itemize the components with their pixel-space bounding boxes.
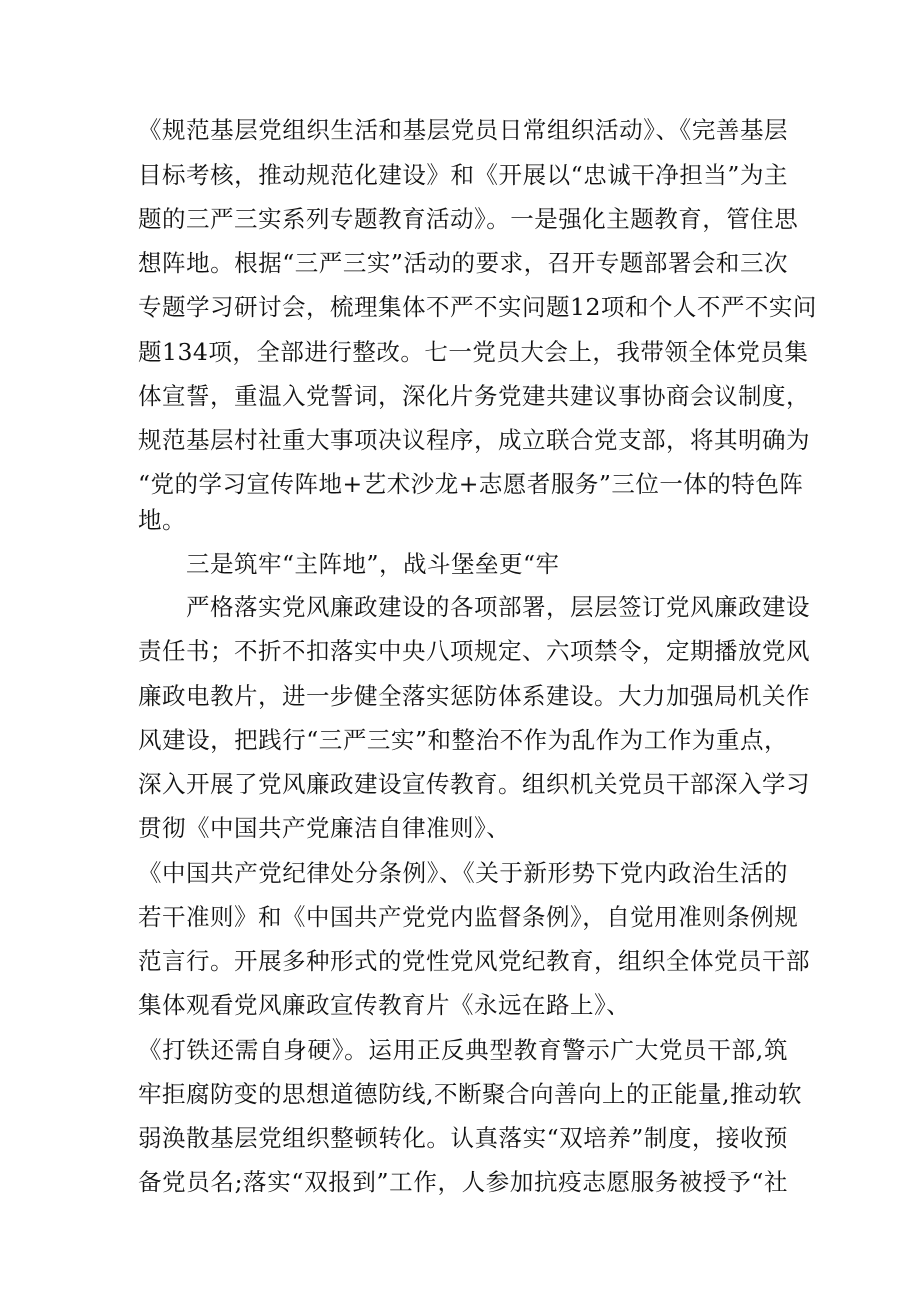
text-line-8: 规范基层村社重大事项决议程序，成立联合党支部，将其明确为 [138, 426, 810, 454]
text-line-5: 专题学习研讨会，梳理集体不严不实问题12项和个人不严不实问 [138, 293, 817, 321]
text-line-18: 《中国共产党纪律处分条例》、《关于新形势下党内政治生活的 [138, 859, 788, 887]
text-line-12: 严格落实党风廉政建设的各项部署，层层签订党风廉政建设 [186, 593, 810, 621]
text-line-1: 《规范基层党组织生活和基层党员日常组织活动》、《完善基层 [138, 116, 788, 144]
text-line-14: 廉政电教片，进一步健全落实惩防体系建设。大力加强局机关作 [138, 682, 810, 710]
text-line-9: “党的学习宣传阵地+艺术沙龙+志愿者服务”三位一体的特色阵 [138, 470, 804, 498]
text-line-6: 题134项，全部进行整改。七一党员大会上，我带领全体党员集 [138, 338, 809, 366]
text-line-25: 备党员名;落实“双报到”工作，人参加抗疫志愿服务被授予“社 [138, 1168, 788, 1196]
text-line-19: 若干准则》和《中国共产党党内监督条例》，自觉用准则条例规 [138, 903, 799, 931]
text-line-10: 地。 [138, 506, 186, 534]
text-line-2: 目标考核，推动规范化建设》和《开展以“忠诚干净担当”为主 [138, 161, 788, 189]
text-line-22: 《打铁还需自身硬》。运用正反典型教育警示广大党员干部,筑 [138, 1036, 788, 1064]
text-line-13: 责任书；不折不扣落实中央八项规定、六项禁令，定期播放党风 [138, 637, 810, 665]
text-line-16: 深入开展了党风廉政建设宣传教育。组织机关党员干部深入学习 [138, 770, 810, 798]
text-line-20: 范言行。开展多种形式的党性党风党纪教育，组织全体党员干部 [138, 947, 810, 975]
text-line-23: 牢拒腐防变的思想道德防线,不断聚合向善向上的正能量,推动软 [138, 1080, 802, 1108]
text-line-15: 风建设，把践行“三严三实”和整治不作为乱作为工作为重点， [138, 726, 788, 754]
text-line-17: 贯彻《中国共产党廉洁自律准则》、 [138, 814, 511, 842]
text-line-24: 弱涣散基层党组织整顿转化。认真落实“双培养”制度，接收预 [138, 1124, 788, 1152]
text-line-4: 想阵地。根据“三严三实”活动的要求，召开专题部署会和三次 [138, 249, 788, 277]
text-line-7: 体宣誓，重温入党誓词，深化片务党建共建议事协商会议制度， [138, 382, 810, 410]
text-line-21: 集体观看党风廉政宣传教育片《永远在路上》、 [138, 991, 631, 1019]
text-line-3: 题的三严三实系列专题教育活动》。一是强化主题教育，管住思 [138, 205, 799, 233]
section-heading: 三是筑牢“主阵地”，战斗堡垒更“牢 [186, 550, 560, 578]
